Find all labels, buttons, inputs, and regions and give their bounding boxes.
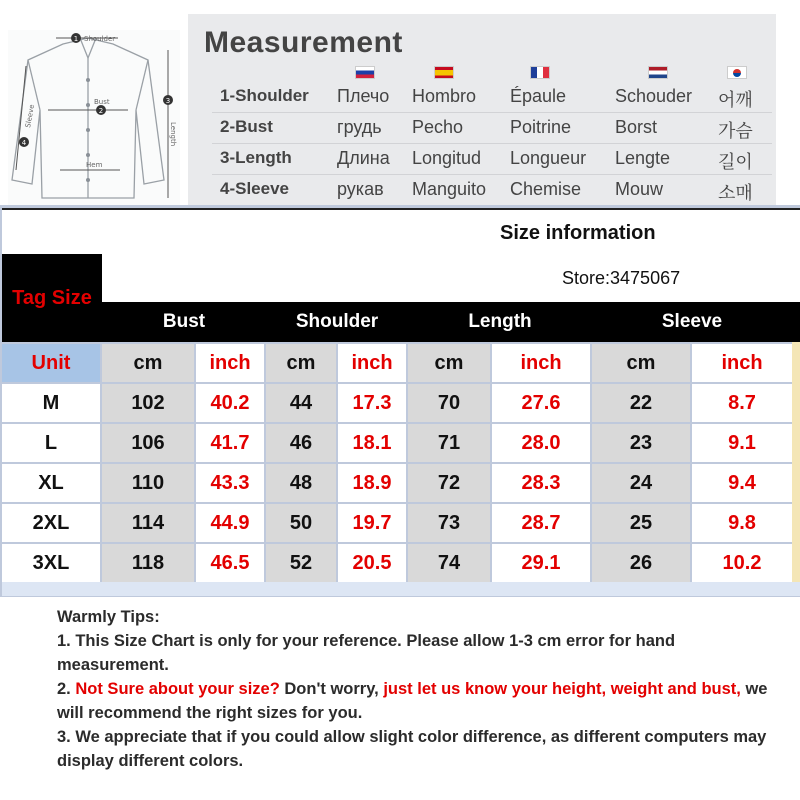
french-term: Poitrine — [510, 117, 572, 137]
spanish-term: Longitud — [412, 148, 482, 168]
dutch-term: Borst — [615, 117, 658, 137]
cm-value-cell: 70 — [408, 384, 490, 422]
inch-value-cell: 29.1 — [492, 544, 590, 582]
size-cell: 3XL — [2, 544, 100, 582]
cm-value-cell: 71 — [408, 424, 490, 462]
dutch-term: Mouw — [615, 179, 664, 199]
header-length: Length — [468, 311, 532, 332]
measurement-row — [212, 82, 772, 113]
measurement-title: Measurement — [204, 26, 403, 59]
unit-cm-cell: cm — [266, 344, 336, 382]
measurement-label: 3-Length — [220, 148, 292, 167]
french-term: Longueur — [510, 148, 587, 168]
inch-value-cell: 40.2 — [196, 384, 264, 422]
cm-value-cell: 23 — [592, 424, 690, 462]
warmly-tips — [57, 605, 777, 773]
tip-2-number: 2. — [57, 680, 76, 698]
unit-inch-cell: inch — [338, 344, 406, 382]
inch-value-cell: 44.9 — [196, 504, 264, 542]
russian-term: рукав — [337, 179, 384, 199]
unit-cm-cell: cm — [102, 344, 194, 382]
korean-term: 소매 — [718, 183, 753, 203]
store-id: Store:3475067 — [562, 268, 681, 288]
header-shoulder: Shoulder — [295, 311, 379, 332]
cm-value-cell: 25 — [592, 504, 690, 542]
unit-inch-cell: inch — [692, 344, 792, 382]
french-term: Épaule — [510, 86, 567, 106]
measurement-section — [0, 0, 800, 208]
unit-inch-cell: inch — [196, 344, 264, 382]
cm-value-cell: 74 — [408, 544, 490, 582]
cm-value-cell: 118 — [102, 544, 194, 582]
cm-value-cell: 106 — [102, 424, 194, 462]
size-cell: 2XL — [2, 504, 100, 542]
cm-value-cell: 50 — [266, 504, 336, 542]
dutch-term: Schouder — [615, 86, 693, 106]
cm-value-cell: 72 — [408, 464, 490, 502]
diagram-shoulder-label: Shoulder — [84, 35, 116, 43]
measurement-row — [212, 113, 772, 144]
inch-value-cell: 18.1 — [338, 424, 406, 462]
diagram-bust-label: Bust — [94, 98, 110, 106]
diagram-num-1: 1 — [73, 35, 79, 43]
diagram-num-3: 3 — [165, 97, 171, 105]
spain-flag-icon — [434, 66, 454, 79]
cm-value-cell: 46 — [266, 424, 336, 462]
cm-value-cell: 44 — [266, 384, 336, 422]
french-term: Chemise — [510, 179, 582, 199]
russian-term: Длина — [337, 148, 390, 168]
measurement-row — [212, 144, 772, 175]
table-right-edge — [792, 342, 800, 582]
size-information-title: Size information — [500, 222, 656, 244]
shirt-illustration — [8, 30, 180, 206]
spanish-term: Hombro — [412, 86, 477, 106]
table-bottom-strip — [2, 582, 800, 596]
measurement-row — [212, 175, 772, 206]
diagram-num-4: 4 — [21, 139, 27, 147]
inch-value-cell: 8.7 — [692, 384, 792, 422]
cm-value-cell: 102 — [102, 384, 194, 422]
size-information-header — [2, 208, 800, 254]
tip-2-recommend: we will recommend the right sizes for you. — [57, 680, 768, 722]
tip-3: 3. We appreciate that if you could allow slight color difference, as different computers may display different colors. — [57, 728, 767, 770]
cm-value-cell: 110 — [102, 464, 194, 502]
inch-value-cell: 17.3 — [338, 384, 406, 422]
measure-header-row — [102, 302, 800, 342]
diagram-length-label: Length — [169, 122, 177, 147]
cm-value-cell: 48 — [266, 464, 336, 502]
diagram-sleeve-label: Sleeve — [24, 103, 37, 129]
unit-cm-cell: cm — [592, 344, 690, 382]
measurement-label: 2-Bust — [220, 117, 273, 136]
diagram-hem-label: Hem — [86, 161, 103, 169]
korean-term: 어깨 — [718, 90, 753, 110]
shirt-diagram — [8, 30, 180, 206]
inch-value-cell: 20.5 — [338, 544, 406, 582]
inch-value-cell: 19.7 — [338, 504, 406, 542]
cm-value-cell: 24 — [592, 464, 690, 502]
tip-1: 1. This Size Chart is only for your reference. Please allow 1-3 cm error for hand measurement. — [57, 632, 676, 674]
russian-term: Плечо — [337, 86, 390, 106]
inch-value-cell: 28.7 — [492, 504, 590, 542]
russian-term: грудь — [337, 117, 382, 137]
tip-2-reassure: Don't worry, — [279, 680, 384, 698]
inch-value-cell: 28.0 — [492, 424, 590, 462]
spanish-term: Manguito — [412, 179, 487, 199]
tips-title: Warmly Tips: — [57, 608, 160, 626]
tip-2-request: just let us know your height, weight and bust, — [383, 680, 741, 698]
measurement-label: 4-Sleeve — [220, 179, 289, 198]
spanish-term: Pecho — [412, 117, 464, 137]
inch-value-cell: 9.8 — [692, 504, 792, 542]
header-bust: Bust — [162, 311, 206, 332]
measurement-label: 1-Shoulder — [220, 86, 309, 105]
tag-size-label: Tag Size — [2, 254, 102, 342]
inch-value-cell: 9.1 — [692, 424, 792, 462]
unit-label-cell: Unit — [2, 344, 100, 382]
dutch-term: Lengte — [615, 148, 671, 168]
inch-value-cell: 28.3 — [492, 464, 590, 502]
size-cell: L — [2, 424, 100, 462]
korea-flag-icon — [727, 66, 747, 79]
inch-value-cell: 10.2 — [692, 544, 792, 582]
header-sleeve: Sleeve — [661, 311, 723, 332]
inch-value-cell: 41.7 — [196, 424, 264, 462]
russia-flag-icon — [355, 66, 375, 79]
unit-cm-cell: cm — [408, 344, 490, 382]
size-cell: XL — [2, 464, 100, 502]
cm-value-cell: 26 — [592, 544, 690, 582]
inch-value-cell: 27.6 — [492, 384, 590, 422]
cm-value-cell: 73 — [408, 504, 490, 542]
france-flag-icon — [530, 66, 550, 79]
inch-value-cell: 9.4 — [692, 464, 792, 502]
korean-term: 가슴 — [718, 121, 753, 141]
inch-value-cell: 46.5 — [196, 544, 264, 582]
cm-value-cell: 52 — [266, 544, 336, 582]
diagram-num-2: 2 — [98, 107, 104, 115]
inch-value-cell: 43.3 — [196, 464, 264, 502]
cm-value-cell: 114 — [102, 504, 194, 542]
korean-term: 길이 — [718, 152, 753, 172]
store-row — [102, 254, 800, 302]
unit-inch-cell: inch — [492, 344, 590, 382]
size-cell: M — [2, 384, 100, 422]
cm-value-cell: 22 — [592, 384, 690, 422]
inch-value-cell: 18.9 — [338, 464, 406, 502]
tip-2-question: Not Sure about your size? — [75, 680, 280, 698]
netherlands-flag-icon — [648, 66, 668, 79]
tip-2 — [57, 677, 777, 725]
